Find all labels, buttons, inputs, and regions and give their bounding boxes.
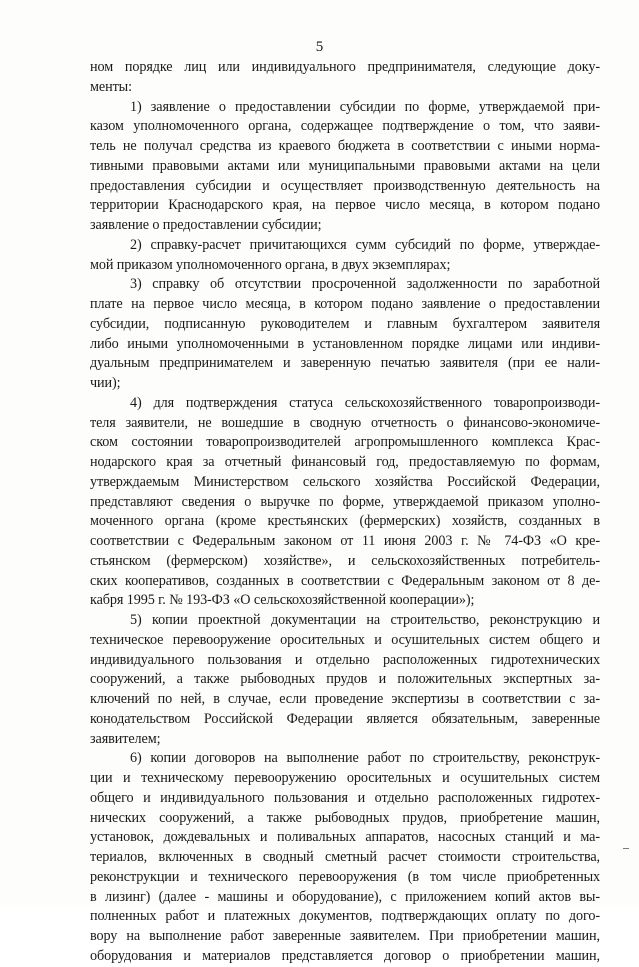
scan-edge-mark — [623, 848, 629, 849]
document-body — [90, 58, 600, 967]
text-line: ских кооперативов, созданных в соответствии с Федеральным законом от 8 де- — [90, 572, 600, 589]
text-line: тивными правовыми актами или муниципальными правовыми актами на цели — [90, 157, 600, 174]
text-line: плате на первое число месяца, в котором подано заявление о предоставлении — [90, 296, 600, 312]
text-line: 1) заявление о предоставлении субсидии по форме, утверждаемой при- — [130, 98, 600, 115]
text-line: в лизинг) (далее - машины и оборудование), с приложением копий актов вы- — [90, 888, 600, 905]
text-line: тель не получал средства из краевого бюджета в соответствии с иными норма- — [90, 138, 600, 154]
text-line: общего и индивидуального пользования и отдельно расположенных гидротех- — [90, 789, 600, 806]
text-line: реконструкции и технического перевооружения (в том числе приобретенных — [90, 868, 600, 885]
text-line: территории Краснодарского края, на первое число месяца, в котором подано — [90, 197, 600, 214]
text-line: менты: — [90, 78, 132, 95]
text-line: ном порядке лиц или индивидуального предпринимателя, следующие доку- — [90, 59, 600, 75]
text-line: дуальным предпринимателем и заверенную печатью заявителя (при ее нали- — [90, 355, 600, 372]
text-line: стьянском (фермерском) хозяйстве», и сельскохозяйственных потребитель- — [90, 552, 600, 569]
page-number: 5 — [315, 39, 324, 55]
text-line: субсидии, подписанную руководителем и главным бухгалтером заявителя — [90, 315, 600, 332]
text-line: конодательством Российской Федерации является обязательным, заверенные — [90, 710, 600, 727]
text-line: 2) справку-расчет причитающихся сумм субсидий по форме, утверждае- — [130, 236, 600, 253]
text-line: ском состоянии товаропроизводителей агропромышленного комплекса Крас- — [90, 434, 600, 451]
text-line: утверждаемым Министерством сельского хозяйства Российской Федерации, — [90, 473, 600, 490]
text-line: оборудования и материалов представляется договор о приобретении машин, — [90, 947, 600, 964]
text-line: 6) копии договоров на выполнение работ по строительству, реконструк- — [130, 750, 600, 767]
text-line: ции и техническому перевооружению оросительных и осушительных систем — [90, 770, 600, 786]
text-line: заявителем; — [90, 730, 161, 747]
text-line: 5) копии проектной документации на строительство, реконструкцию и — [130, 612, 600, 628]
text-line: нических сооружений, а также рыбоводных прудов, приобретение машин, — [90, 809, 600, 826]
text-line: мой приказом уполномоченного органа, в двух экземплярах; — [90, 256, 451, 273]
text-line: соответствии с Федеральным законом от 11 июня 2003 г. № 74-ФЗ «О кре- — [90, 533, 600, 549]
text-line: 3) справку об отсутствии просроченной задолженности по заработной — [130, 276, 600, 293]
text-line: вору на выполнение работ заверенные заявителем. При приобретении машин, — [90, 928, 600, 944]
text-line: моченного органа (кроме крестьянских (фермерских) хозяйств, созданных в — [90, 513, 600, 530]
text-line: представляют сведения о выручке по форме, утверждаемой приказом уполно- — [90, 493, 600, 510]
text-line: техническое перевооружение оросительных и осушительных систем общего и — [90, 631, 600, 648]
text-line: полненных работ и платежных документов, подтверждающих оплату по дого- — [90, 908, 600, 925]
text-line: 4) для подтверждения статуса сельскохозяйственного товаропроизводи- — [130, 394, 600, 411]
text-line: либо иными уполномоченными в установленном порядке лицами или индиви- — [90, 335, 600, 352]
text-line: установок, дождевальных и поливальных аппаратов, насосных станций и ма- — [90, 829, 600, 846]
text-line: сооружений, а также рыбоводных прудов и положительных экспертных за- — [90, 671, 600, 688]
text-line: чии); — [90, 375, 121, 391]
text-line: нодарского края за отчетный финансовый год, предоставляемую по формам, — [90, 454, 600, 470]
text-line: ключений по ней, в случае, если проведение экспертизы в соответствии с за- — [90, 691, 600, 707]
text-line: териалов, включенных в сводный сметный расчет стоимости строительства, — [90, 849, 600, 865]
text-line: кабря 1995 г. № 193-ФЗ «О сельскохозяйственной кооперации»); — [90, 592, 475, 609]
text-line: теля заявители, не вошедшие в сводную отчетность о финансово-экономиче- — [90, 414, 600, 431]
text-line: предоставления субсидии и осуществляет производственную деятельность на — [90, 177, 600, 194]
text-line: заявление о предоставлении субсидии; — [90, 217, 322, 233]
text-line: казом уполномоченного органа, содержащее подтверждение о том, что заяви- — [90, 118, 600, 135]
text-line: индивидуального пользования и отдельно расположенных гидротехнических — [90, 651, 600, 668]
